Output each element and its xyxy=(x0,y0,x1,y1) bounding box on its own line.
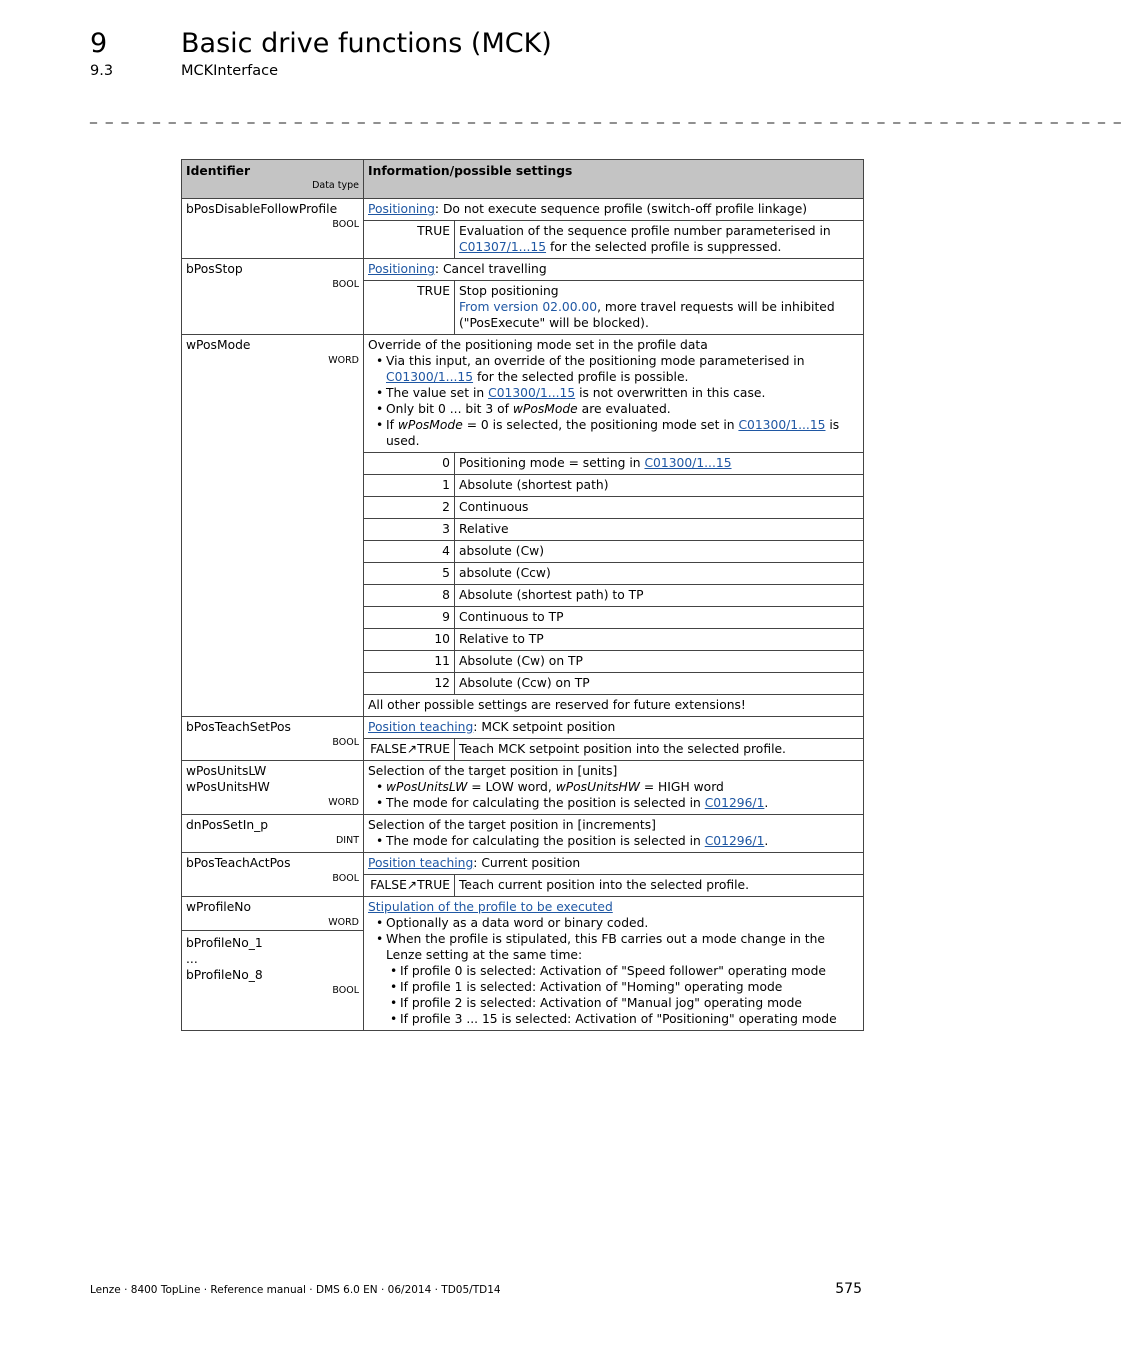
positioning-link[interactable]: Positioning xyxy=(368,262,435,276)
table-row xyxy=(182,761,864,815)
parameter-link[interactable]: C01296/1 xyxy=(704,796,765,810)
data-type: BOOL xyxy=(332,873,359,884)
bullet-item: • Only bit 0 ... bit 3 of wPosMode are evaluated. xyxy=(368,401,859,417)
identifier-name: bPosStop xyxy=(186,262,243,276)
identifier-name: wPosUnitsHW xyxy=(186,780,270,794)
mode-row: 5 absolute (Ccw) xyxy=(364,563,863,585)
identifier-cell xyxy=(182,259,364,335)
mode-row: 4 absolute (Cw) xyxy=(364,541,863,563)
profile-stipulation-link[interactable]: Stipulation of the profile to be executed xyxy=(368,900,613,914)
mode-table xyxy=(364,452,863,694)
info-intro: Selection of the target position in [increments] xyxy=(368,818,656,832)
value-cell: TRUE xyxy=(364,281,455,335)
info-cell xyxy=(364,335,864,717)
identifier-cell xyxy=(182,815,364,853)
identifier-header-label: Identifier xyxy=(186,164,251,178)
info-cell xyxy=(364,897,864,1031)
section-title: MCKInterface xyxy=(181,63,279,79)
info-header-label: Information/possible settings xyxy=(368,164,573,178)
chapter-number: 9 xyxy=(90,28,108,59)
table-row xyxy=(182,335,864,717)
data-type: DINT xyxy=(335,835,359,846)
bullet-item: • Optionally as a data word or binary coded. xyxy=(368,915,859,931)
positioning-link[interactable]: Positioning xyxy=(368,202,435,216)
identifier-name: wProfileNo xyxy=(186,900,252,914)
identifier-name: wPosMode xyxy=(186,338,251,352)
table-row xyxy=(182,717,864,761)
data-type: WORD xyxy=(328,797,359,808)
identifier-name: bProfileNo_8 xyxy=(186,968,263,982)
data-type: BOOL xyxy=(332,737,359,748)
info-header xyxy=(364,160,864,199)
position-teaching-link[interactable]: Position teaching xyxy=(368,720,474,734)
bullet-item: • When the profile is stipulated, this FB carries out a mode change in the Lenze setting at the same time: xyxy=(368,931,859,963)
table-row xyxy=(182,897,864,1031)
value-description: Stop positioning From version 02.00.00, more travel requests will be inhibited ("PosExecute" will be blocked). xyxy=(455,281,864,335)
info-text: : Do not execute sequence profile (switch-off profile linkage) xyxy=(434,202,808,216)
mode-row: 2 Continuous xyxy=(364,497,863,519)
sub-bullet-item: • If profile 0 is selected: Activation of "Speed follower" operating mode xyxy=(368,963,859,979)
bullet-item: • The value set in C01300/1...15 is not overwritten in this case. xyxy=(368,385,859,401)
info-cell xyxy=(364,815,864,853)
value-cell: TRUE xyxy=(364,221,455,259)
identifier-header xyxy=(182,160,364,199)
identifier-ellipsis: ... xyxy=(186,952,198,966)
mode-row: 0 Positioning mode = setting in C01300/1...15 xyxy=(364,453,863,475)
footer-text: Lenze · 8400 TopLine · Reference manual · DMS 6.0 EN · 06/2014 · TD05/TD14 xyxy=(90,1284,501,1296)
parameter-link[interactable]: C01300/1...15 xyxy=(644,456,732,470)
table-row xyxy=(182,199,864,259)
identifier-cell xyxy=(182,897,364,1031)
value-description: Evaluation of the sequence profile number parameterised in C01307/1...15 for the selected profile is suppressed. xyxy=(455,221,864,259)
info-text: : Cancel travelling xyxy=(434,262,547,276)
data-type: WORD xyxy=(328,917,359,928)
value-cell: FALSE↗TRUE xyxy=(364,739,455,761)
data-type: BOOL xyxy=(332,219,359,230)
identifier-cell xyxy=(182,199,364,259)
data-type: BOOL xyxy=(332,279,359,290)
header-separator: _ _ _ _ _ _ _ _ _ _ _ _ _ _ _ _ _ _ _ _ _ _ _ _ _ _ _ _ _ _ _ _ _ _ _ _ _ _ _ _ _ _ _ _ _ _ _ _ _ _ _ _ _ _ _ _ _ _ _ _ _ _ _ _ _ _ xyxy=(90,108,1123,124)
identifier-cell xyxy=(182,853,364,897)
datatype-header-label: Data type xyxy=(312,180,359,191)
info-intro: Override of the positioning mode set in the profile data xyxy=(368,338,708,352)
table-header-row xyxy=(182,160,864,199)
sub-bullet-item: • If profile 1 is selected: Activation of "Homing" operating mode xyxy=(368,979,859,995)
sub-bullet-item: • If profile 3 ... 15 is selected: Activation of "Positioning" operating mode xyxy=(368,1011,859,1027)
mode-row: 10 Relative to TP xyxy=(364,629,863,651)
data-type: BOOL xyxy=(332,985,359,996)
identifier-name: bPosTeachSetPos xyxy=(186,720,291,734)
value-description: Teach current position into the selected profile. xyxy=(455,875,864,897)
parameter-link[interactable]: C01296/1 xyxy=(704,834,765,848)
bullet-item: • If wPosMode = 0 is selected, the positioning mode set in C01300/1...15 is used. xyxy=(368,417,859,449)
bullet-item: • wPosUnitsLW = LOW word, wPosUnitsHW = HIGH word xyxy=(368,779,859,795)
identifier-cell xyxy=(182,335,364,717)
info-cell xyxy=(364,199,864,259)
value-description: Teach MCK setpoint position into the selected profile. xyxy=(455,739,864,761)
info-cell xyxy=(364,259,864,335)
section-number: 9.3 xyxy=(90,63,114,79)
page-number: 575 xyxy=(835,1281,862,1297)
identifier-cell xyxy=(182,717,364,761)
info-cell xyxy=(364,761,864,815)
mode-row: 1 Absolute (shortest path) xyxy=(364,475,863,497)
parameter-link[interactable]: C01300/1...15 xyxy=(488,386,576,400)
position-teaching-link[interactable]: Position teaching xyxy=(368,856,474,870)
identifier-table xyxy=(181,159,864,1031)
table-row xyxy=(182,815,864,853)
info-intro: Selection of the target position in [units] xyxy=(368,764,618,778)
identifier-name: dnPosSetIn_p xyxy=(186,818,269,832)
identifier-name: wPosUnitsLW xyxy=(186,764,267,778)
mode-row: 3 Relative xyxy=(364,519,863,541)
mode-row: 12 Absolute (Ccw) on TP xyxy=(364,673,863,695)
reserved-note: All other possible settings are reserved for future extensions! xyxy=(364,695,863,717)
parameter-link[interactable]: C01300/1...15 xyxy=(386,370,474,384)
chapter-title: Basic drive functions (MCK) xyxy=(181,28,552,59)
parameter-link[interactable]: C01307/1...15 xyxy=(459,240,547,254)
table-row xyxy=(182,853,864,897)
identifier-name: bProfileNo_1 xyxy=(186,936,263,950)
mode-row: 8 Absolute (shortest path) to TP xyxy=(364,585,863,607)
bullet-item: • The mode for calculating the position is selected in C01296/1. xyxy=(368,795,859,811)
version-note: From version 02.00.00 xyxy=(459,300,598,314)
table-row xyxy=(182,259,864,335)
info-cell: Position teaching: Current position FALSE↗TRUE Teach current position into the selected profile. xyxy=(364,853,864,897)
parameter-link[interactable]: C01300/1...15 xyxy=(738,418,826,432)
bullet-item: • Via this input, an override of the positioning mode parameterised in C01300/1...15 for the selected profile is possible. xyxy=(368,353,859,385)
mode-row: 9 Continuous to TP xyxy=(364,607,863,629)
value-cell: FALSE↗TRUE xyxy=(364,875,455,897)
data-type: WORD xyxy=(328,355,359,366)
mode-row: 11 Absolute (Cw) on TP xyxy=(364,651,863,673)
info-cell: Position teaching: MCK setpoint position FALSE↗TRUE Teach MCK setpoint position into the selected profile. xyxy=(364,717,864,761)
identifier-name: bPosDisableFollowProfile xyxy=(186,202,338,216)
identifier-name: bPosTeachActPos xyxy=(186,856,291,870)
bullet-item: • The mode for calculating the position is selected in C01296/1. xyxy=(368,833,859,849)
identifier-cell xyxy=(182,761,364,815)
sub-bullet-item: • If profile 2 is selected: Activation of "Manual jog" operating mode xyxy=(368,995,859,1011)
